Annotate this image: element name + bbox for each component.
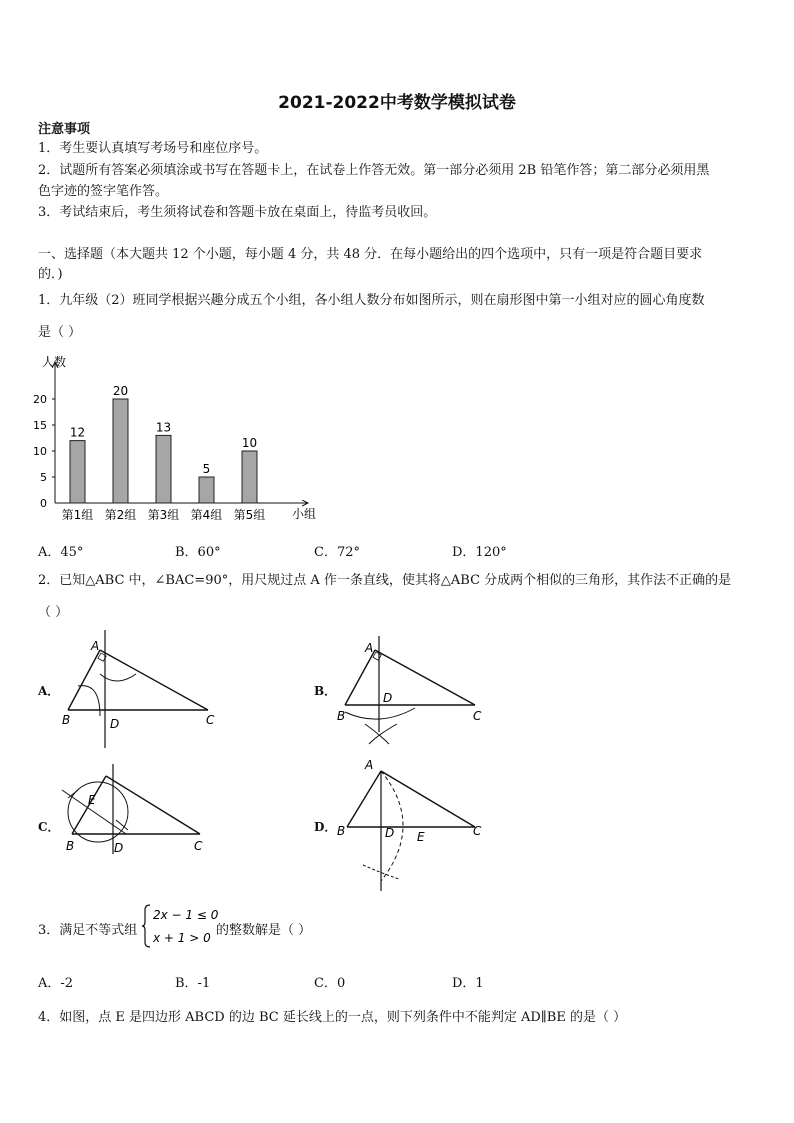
section-heading-cont: 的．): [38, 267, 63, 282]
svg-text:E: E: [88, 793, 96, 807]
point-a-label: A: [91, 639, 100, 653]
point-d-label: D: [110, 717, 120, 731]
x-axis-label: 小组: [292, 507, 317, 521]
question-2-text-cont: （ ）: [38, 605, 69, 620]
bar-value-label: 13: [155, 420, 172, 435]
svg-text:A: A: [365, 641, 374, 655]
q2-option-c-label: C．: [38, 820, 60, 834]
question-1-text-cont: 是（ ）: [38, 325, 82, 340]
category-label: 第2组: [104, 508, 137, 522]
question-2-text: 2．已知△ABC 中，∠BAC=90°，用尺规过点 A 作一条直线，使其将△ABC 分成两个相似的三角形，其作法不正确的是: [38, 573, 732, 588]
q1-option-d: D．120°: [452, 545, 507, 560]
point-c-label: C: [206, 713, 215, 727]
svg-text:D: D: [383, 691, 393, 705]
notice-item: 色字迹的签字笔作答。: [38, 184, 169, 199]
svg-text:E: E: [417, 830, 425, 844]
q2-option-b-label: B．: [314, 684, 337, 698]
bar-value-label: 12: [69, 425, 86, 440]
q1-option-b: B．60°: [175, 545, 221, 560]
y-tick-label: 10: [33, 445, 47, 458]
svg-text:C: C: [194, 839, 203, 853]
q1-option-c: C．72°: [314, 545, 360, 560]
figure-a: [58, 630, 228, 750]
figure-d: [335, 755, 495, 895]
svg-text:D: D: [385, 826, 395, 840]
q3-option-c: C．0: [314, 976, 346, 991]
bar-value-label: 20: [112, 384, 129, 398]
bar-value-label: 10: [241, 436, 258, 450]
inequality-1: 2x − 1 ≤ 0: [153, 908, 219, 922]
svg-text:A: A: [365, 758, 374, 772]
y-tick-label: 15: [33, 419, 47, 432]
y-tick-label: 0: [40, 497, 47, 510]
figure-b: [335, 632, 495, 752]
q2-option-d-label: D．: [314, 820, 337, 834]
question-3-suffix: 的整数解是（ ）: [216, 923, 312, 938]
q3-option-d: D．1: [452, 976, 484, 991]
question-4-text: 4．如图，点 E 是四边形 ABCD 的边 BC 延长线上的一点，则下列条件中不能判定 AD∥BE 的是（ ）: [38, 1010, 627, 1025]
bar: [242, 451, 257, 503]
notice-item: 1．考生要认真填写考场号和座位序号。: [38, 141, 268, 156]
q1-option-a: A．45°: [38, 545, 84, 560]
notice-item: 2．试题所有答案必须填涂或书写在答题卡上，在试卷上作答无效。第一部分必须用 2B 铅笔作答；第二部分必须用黑: [38, 163, 710, 178]
bar-chart: [30, 350, 330, 530]
section-heading: 一、选择题（本大题共 12 个小题，每小题 4 分，共 48 分．在每小题给出的四个选项中，只有一项是符合题目要求: [38, 247, 703, 262]
bar-value-label: 5: [202, 462, 211, 476]
point-b-label: B: [62, 713, 71, 727]
notice-heading: 注意事项: [38, 122, 91, 137]
svg-text:B: B: [337, 709, 346, 723]
inequality-2: x + 1 > 0: [153, 931, 211, 945]
bar: [156, 435, 171, 503]
notice-item: 3．考试结束后，考生须将试卷和答题卡放在桌面上，待监考员收回。: [38, 205, 437, 220]
svg-text:B: B: [337, 824, 346, 838]
category-label: 第5组: [233, 508, 266, 522]
question-3-prefix: 3．满足不等式组: [38, 923, 138, 938]
q3-option-a: A．-2: [38, 976, 74, 991]
y-axis-label: 人数: [42, 355, 67, 369]
bar: [113, 399, 128, 503]
figure-c: [58, 762, 218, 862]
q2-option-a-label: A．: [38, 684, 60, 698]
q3-option-b: B．-1: [175, 976, 211, 991]
question-1-text: 1．九年级（2）班同学根据兴趣分成五个小组，各小组人数分布如图所示，则在扇形图中第一小组对应的圆心角度数: [38, 293, 705, 308]
svg-text:C: C: [473, 824, 482, 838]
svg-text:C: C: [473, 709, 482, 723]
inequality-brace: [141, 902, 221, 950]
svg-text:D: D: [114, 841, 124, 855]
bar: [70, 441, 85, 503]
category-label: 第4组: [190, 508, 223, 522]
bar: [199, 477, 214, 503]
svg-text:B: B: [66, 839, 75, 853]
page-title: 2021-2022中考数学模拟试卷: [278, 93, 516, 113]
y-tick-label: 20: [33, 393, 47, 406]
category-label: 第1组: [61, 508, 94, 522]
y-tick-label: 5: [40, 471, 47, 484]
category-label: 第3组: [147, 508, 180, 522]
